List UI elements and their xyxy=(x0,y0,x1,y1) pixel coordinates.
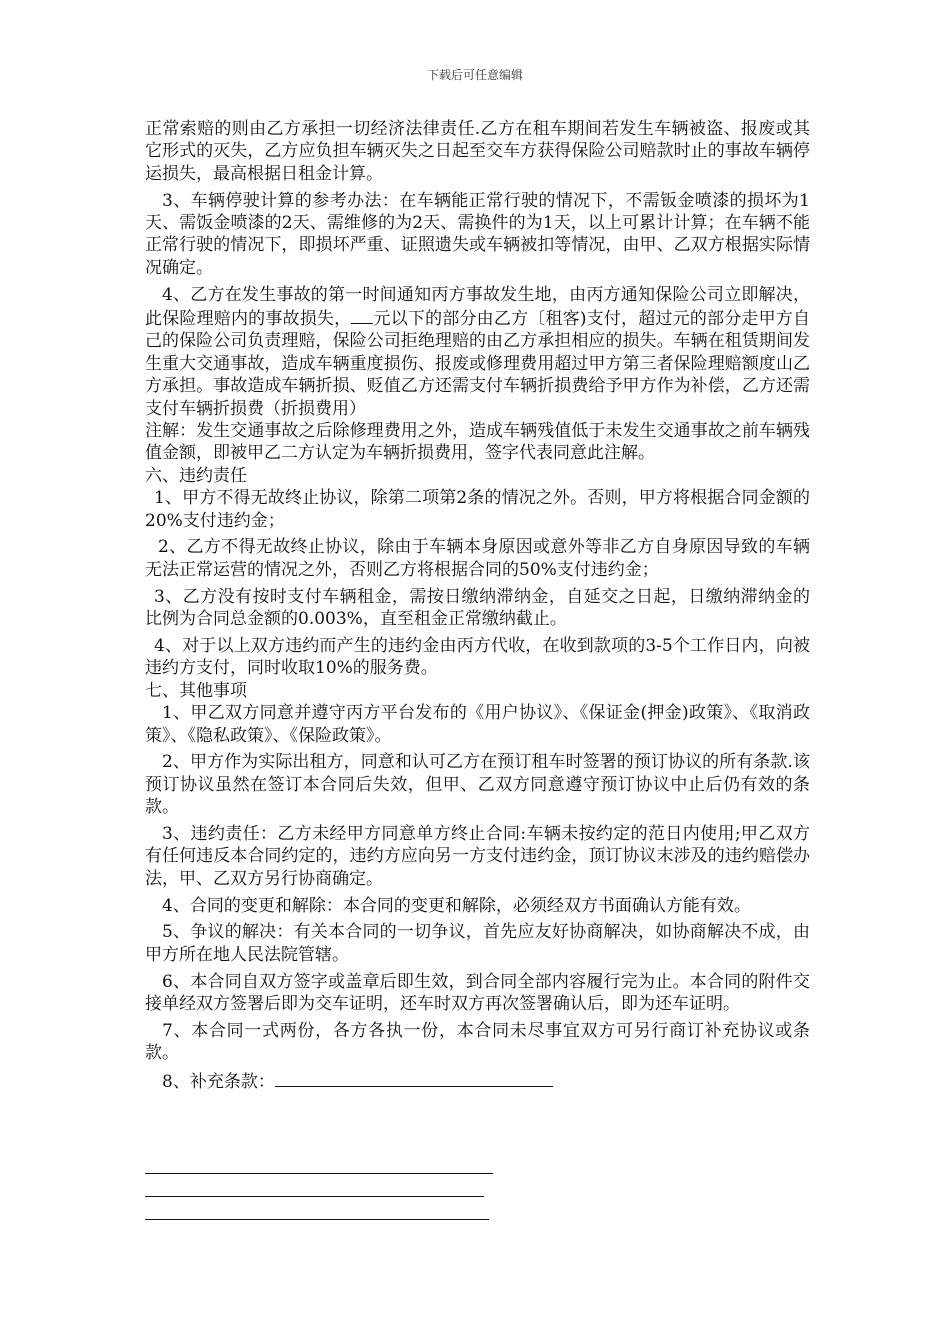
clause-5-3: 3、车辆停驶计算的参考办法：在车辆能正常行驶的情况下，不需钣金喷漆的损坏为1天、需饭金喷漆的2天、需维修的为2天、需换件的为1天，以上可累计计算；在车辆不能正常行驶的情况下，即损坏严重、证照遗失或车辆被扣等情况，由甲、乙双方根据实际情况确定。 xyxy=(145,190,810,278)
supplementary-line-1[interactable] xyxy=(145,1173,493,1174)
clause-7-4: 4、合同的变更和解除：本合同的变更和解除，必须经双方书面确认方能有效。 xyxy=(162,895,751,916)
paragraph: 正常索赔的则由乙方承担一切经济法律责任.乙方在租车期间若发生车辆被盗、报废或其它形式的灭失，乙方应负担车辆灭失之日起至交车方获得保险公司赔款时止的事故车辆停运损失，最高根据日租金计算。 xyxy=(145,119,810,184)
clause-6-3: 3、乙方没有按时支付车辆租金，需按日缴纳滞纳金，自延交之日起，日缴纳滞纳金的比例为合同总金额的0.003%，直至租金正常缴纳截止。 xyxy=(145,586,810,630)
supplementary-line-3[interactable] xyxy=(145,1219,489,1220)
clause-7-2: 2、甲方作为实际出租方，同意和认可乙方在预订租车时签署的预订协议的所有条款.该预订协议虽然在签订本合同后失效，但甲、乙双方同意遵守预订协议中止后仍有效的条款。 xyxy=(145,752,810,818)
clause-5-4-text-b: 元以下的部分由乙方〔租客)支付，超过元的部分走甲方自己的保险公司负责理赔，保险公司拒绝理赔的由乙方承担相应的损失。车辆在租赁期间发生重大交通事故，造成车辆重度损伤、报废或修理费用超过甲方第三者保险理赔额度山乙方承担。事故造成车辆折损、贬值乙方还需支付车辆折损费给予甲方作为补偿，乙方还需支付车辆折损费（折损费用） xyxy=(145,309,810,419)
clause-7-6: 6、本合同自双方签字或盖章后即生效，到合同全部内容履行完为止。本合同的附件交接单经双方签署后即为交车证明，还车时双方再次签署确认后，即为还车证明。 xyxy=(145,971,810,1014)
section-heading-7: 七、其他事项 xyxy=(145,680,247,701)
clause-7-8 xyxy=(145,1069,810,1093)
clause-6-1: 1、甲方不得无故终止协议，除第二项第2条的情况之外。否则，甲方将根据合同金额的20%支付违约金； xyxy=(145,488,810,531)
section-heading-6: 六、违约责任 xyxy=(145,465,247,486)
clause-7-1: 1、甲乙双方同意并遵守丙方平台发布的《用户协议》、《保证金(押金)政策》、《取消政策》、《隐私政策》、《保险政策》。 xyxy=(145,703,810,746)
clause-7-7: 7、本合同一式两份，各方各执一份，本合同未尽事宜双方可另行商订补充协议或条款。 xyxy=(145,1020,810,1064)
page-header: 下载后可任意编辑 xyxy=(426,68,523,82)
note-paragraph: 注解：发生交通事故之后除修理费用之外，造成车辆残值低于未发生交通事故之前车辆残值金额，即被甲乙二方认定为车辆折损费用，签字代表同意此注解。 xyxy=(145,421,810,464)
document-body xyxy=(145,118,810,1098)
supplementary-terms-blank[interactable] xyxy=(275,1069,553,1087)
clause-5-4-text-a: 4、乙方在发生事故的第一时间通知丙方事故发生地，由丙方通知保险公司立即解决，此保险理赔内的事故损失， xyxy=(145,284,810,330)
clause-7-3: 3、违约责任：乙方未经甲方同意单方终止合同:车辆未按约定的范日内使用;甲乙双方有任何违反本合同约定的，违约方应向另一方支付违约金，顶订协议末涉及的违约赔偿办法，甲、乙双方另行协商确定。 xyxy=(145,823,810,889)
supplementary-terms-label: 8、补充条款： xyxy=(162,1071,275,1092)
clause-7-5: 5、争议的解决：有关本合同的一切争议，首先应友好协商解决，如协商解决不成，由甲方所在地人民法院管辖。 xyxy=(145,922,810,965)
clause-6-2: 2、乙方不得无故终止协议，除由于车辆本身原因或意外等非乙方自身原因导致的车辆无法正常运营的情况之外，否则乙方将根据合同的50%支付违约金； xyxy=(145,537,810,580)
clause-6-4: 4、对于以上双方违约而产生的违约金由丙方代收，在收到款项的3-5个工作日内，向被违约方支付，同时收取10%的服务费。 xyxy=(145,635,810,679)
supplementary-line-2[interactable] xyxy=(145,1196,484,1197)
amount-blank[interactable] xyxy=(351,306,373,324)
clause-5-4 xyxy=(145,284,810,420)
